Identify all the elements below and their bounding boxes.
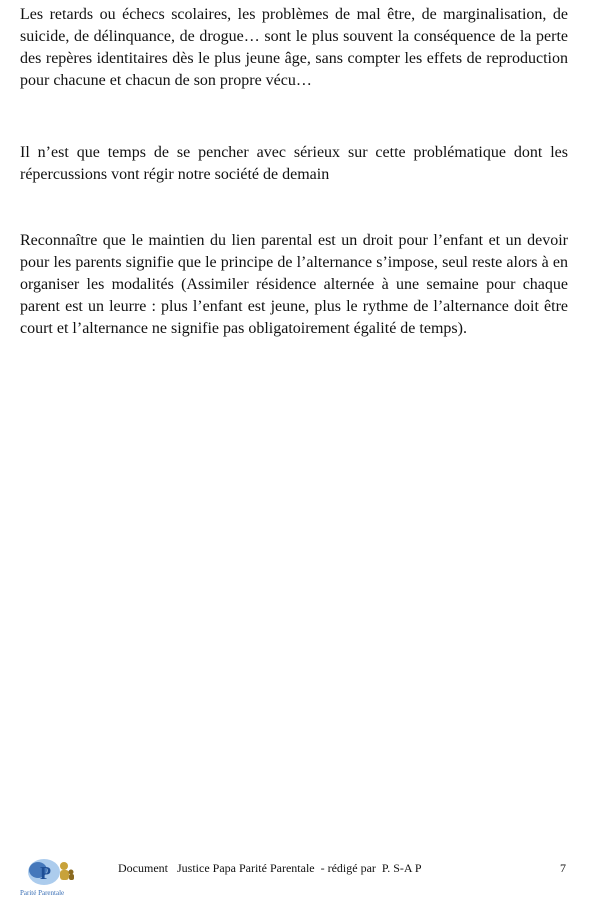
page-footer	[0, 852, 597, 902]
footer-text: Document Justice Papa Parité Parentale - rédigé par P. S-A P	[118, 861, 422, 875]
page-number: 7	[560, 861, 566, 875]
parite-parentale-logo	[18, 854, 90, 898]
paragraph-2: Il n’est que temps de se pencher avec sérieux sur cette problématique dont les répercussions vont régir notre société de demain	[20, 144, 568, 183]
svg-text:P: P	[40, 863, 51, 883]
paragraph-3: Reconnaître que le maintien du lien parental est un droit pour l’enfant et un devoir pour les parents signifie que le principe de l’alternance s’impose, seul reste alors à en organiser les modalités (Assimiler résidence alternée à une semaine pour chaque parent est un leurre : plus l’enfant est jeune, plus le rythme de l’alternance doit être court et l’alternance ne signifie pas obligatoirement égalité de temps).	[20, 232, 568, 337]
logo-caption: Parité Parentale	[20, 889, 65, 897]
paragraph-1: Les retards ou échecs scolaires, les problèmes de mal être, de marginalisation, de suicide, de délinquance, de drogue… sont le plus souvent la conséquence de la perte des repères identitaires dès le plus jeune âge, sans compter les effets de reproduction pour chacune et chacun de son propre vécu…	[20, 6, 568, 89]
